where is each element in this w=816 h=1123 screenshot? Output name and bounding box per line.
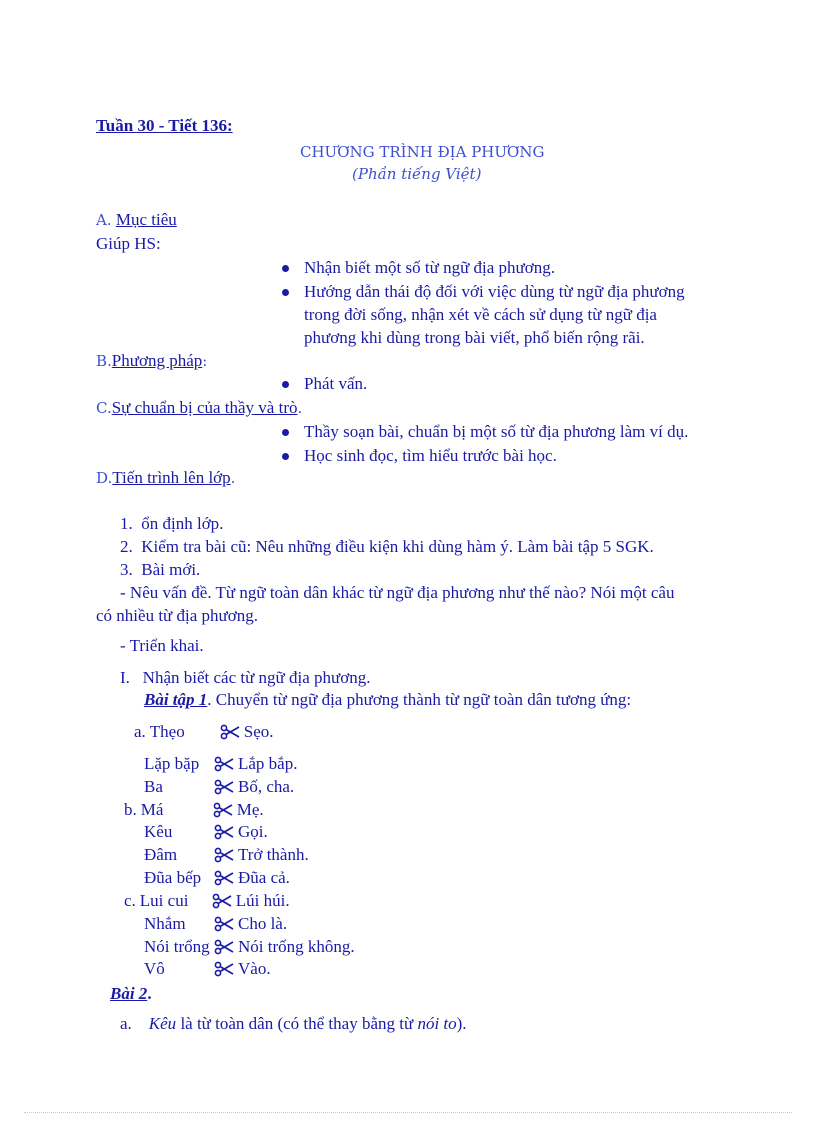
exercise-1-line: Bài tập 1. Chuyển từ ngữ địa phương thành từ ngữ toàn dân tương ứng: (144, 690, 632, 709)
standard-word: Gọi. (238, 822, 268, 841)
local-word: Má (140, 800, 164, 819)
week-lesson-heading: Tuần 30 - Tiết 136: (96, 116, 233, 135)
word-pair-row (144, 754, 297, 774)
standard-word: Lúi húi. (235, 891, 290, 910)
word-pair-row (134, 722, 274, 742)
scissors-icon (214, 777, 234, 797)
deploy-line: - Triển khai. (120, 636, 204, 655)
bullet-icon (282, 265, 289, 272)
group-label: a. (134, 722, 146, 741)
intro-line-1: - Nêu vấn đề. Từ ngữ toàn dân khác từ ngữ địa phương như thế nào? Nói một câu (120, 583, 675, 602)
step-1: 1. ổn định lớp. (120, 514, 224, 533)
section-b-bullet-1: Phát vấn. (304, 374, 368, 393)
section-a-bullet-2-cont: trong đời sống, nhận xét về cách sử dụng từ ngữ địa (304, 305, 657, 324)
word-pair-row (144, 937, 355, 957)
local-word: Nói trổng (144, 937, 210, 956)
local-word: Nhắm (144, 914, 186, 933)
bullet-icon (282, 381, 289, 388)
word-pair-row (144, 777, 294, 797)
step-3: 3. Bài mới. (120, 560, 201, 579)
scissors-icon (220, 722, 240, 742)
scissors-icon (214, 822, 234, 842)
section-d-prefix: D. (96, 469, 113, 487)
standard-word: Mẹ. (236, 800, 264, 819)
local-word: Thẹo (149, 722, 185, 741)
standard-word: Nói trống không. (238, 937, 355, 956)
section-a-bullet-2-cont: phương khi dùng trong bài viết, phổ biến rộng rãi. (304, 328, 645, 347)
bullet-icon (282, 429, 289, 436)
word-pair-row (124, 800, 264, 820)
exercise-2-label: Bài 2 (110, 984, 148, 1003)
part-1-heading: I. Nhận biết các từ ngữ địa phương. (120, 668, 371, 687)
section-b-heading: B.Phương pháp: (96, 351, 208, 370)
scissors-icon (214, 914, 234, 934)
section-c-heading: C.Sự chuẩn bị của thầy và trò. (96, 398, 303, 417)
standard-word: Vào. (238, 959, 271, 978)
standard-word: Trở thành. (238, 845, 309, 864)
section-b-prefix: B. (96, 352, 112, 370)
scissors-icon (214, 754, 234, 774)
scissors-icon (214, 959, 234, 979)
section-d-heading: D.Tiến trình lên lớp. (96, 468, 236, 487)
local-word: Đũa bếp (144, 868, 202, 887)
word-pair-row (144, 845, 309, 865)
bullet-icon (282, 453, 289, 460)
intro-line-2: có nhiều từ địa phương. (96, 606, 258, 625)
section-a-bullet-2: Hướng dẫn thái độ đối với việc dùng từ ngữ địa phương (304, 282, 685, 301)
word-pair-row (144, 868, 290, 888)
local-word: Lui cui (139, 891, 189, 910)
word-pair-row (144, 822, 268, 842)
word-pair-row (144, 959, 271, 979)
section-c-prefix: C. (96, 399, 112, 417)
word-pair-row (144, 914, 287, 934)
standard-word: Cho là. (238, 914, 288, 933)
local-word: Lặp bặp (144, 754, 200, 773)
page-subtitle: (Phần tiếng Việt) (352, 165, 482, 183)
scissors-icon (213, 800, 233, 820)
page-bottom-divider (24, 1112, 792, 1113)
scissors-icon (214, 868, 234, 888)
group-label: b. (124, 800, 137, 819)
local-word: Vô (144, 959, 165, 978)
step-2: 2. Kiểm tra bài cũ: Nêu những điều kiện khi dùng hàm ý. Làm bài tập 5 SGK. (120, 537, 654, 556)
scissors-icon (212, 891, 232, 911)
section-a-bullet-1: Nhận biết một số từ ngữ địa phương. (304, 258, 555, 277)
exercise-1-label: Bài tập 1 (144, 690, 208, 709)
word-pair-row (124, 891, 290, 911)
section-b-label: Phương pháp (111, 351, 203, 370)
section-a-label: Mục tiêu (115, 210, 177, 229)
standard-word: Sẹo. (243, 722, 274, 741)
section-a-prefix: A. (96, 211, 112, 229)
exercise-2-item-a: a. Kêu là từ toàn dân (có thể thay bằng từ nói to). (120, 1014, 467, 1033)
scissors-icon (214, 845, 234, 865)
scissors-icon (214, 937, 234, 957)
local-word: Ba (144, 777, 163, 796)
local-word: Kêu (144, 822, 173, 841)
standard-word: Lắp bắp. (238, 754, 298, 773)
section-d-label: Tiến trình lên lớp (112, 468, 231, 487)
section-c-label: Sự chuẩn bị của thầy và trò (111, 398, 298, 417)
section-c-bullet-1: Thầy soạn bài, chuẩn bị một số từ địa phương làm ví dụ. (304, 422, 689, 441)
bullet-icon (282, 289, 289, 296)
section-a-heading (96, 210, 177, 230)
exercise-2-heading: Bài 2. (110, 984, 152, 1003)
section-a-intro: Giúp HS: (96, 234, 161, 253)
section-c-bullet-2: Học sinh đọc, tìm hiểu trước bài học. (304, 446, 557, 465)
group-label: c. (124, 891, 136, 910)
standard-word: Đũa cả. (238, 868, 290, 887)
local-word: Đâm (144, 845, 178, 864)
standard-word: Bố, cha. (238, 777, 295, 796)
page-title: CHƯƠNG TRÌNH ĐỊA PHƯƠNG (300, 143, 545, 161)
